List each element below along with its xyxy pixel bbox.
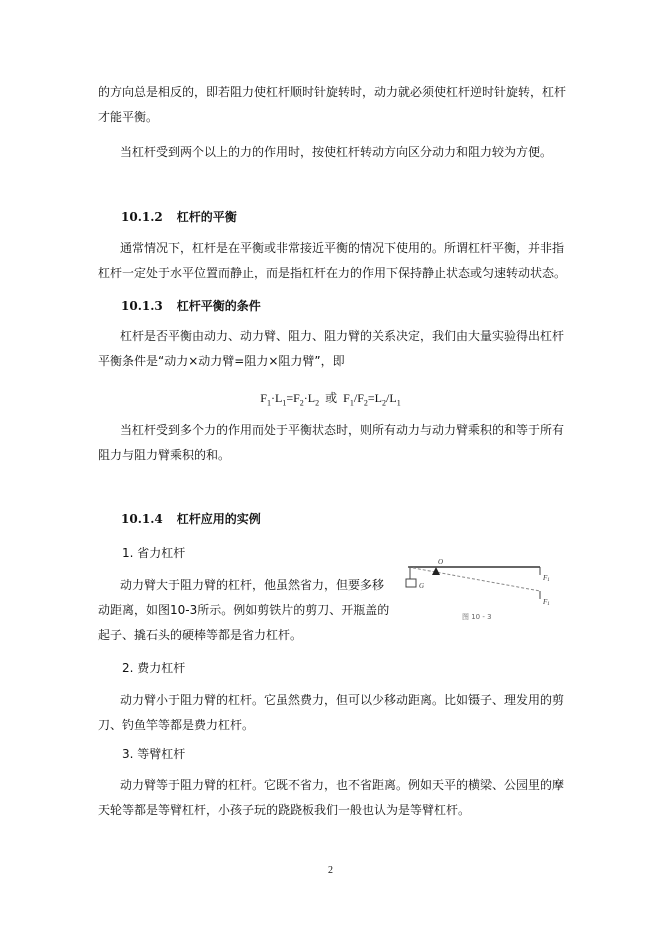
section-number: 10.1.4 <box>121 512 163 526</box>
subheading-labor-saving-lever: 1. 省力杠杆 <box>122 546 186 560</box>
paragraph-balance: 通常情况下，杠杆是在平衡或非常接近平衡的情况下使用的。所谓杠杆平衡，并非指杠杆一定处于水平位置而静止，而是指杠杆在力的作用下保持静止状态或匀速转动状态。 <box>98 241 567 280</box>
lever-balance-formula: $F_1\cdot L_1=F_2\cdot L_2$ 或 $F_1/F_2=L_2/L_1$ <box>260 391 401 408</box>
paragraph-continuation: 的方向总是相反的，即若阻力使杠杆顺时针旋转时，动力就必须使杠杆逆时针旋转，杠杆才能平衡。 <box>98 85 567 124</box>
section-heading-10-1-4 <box>121 510 275 527</box>
weight-block <box>406 579 416 587</box>
label-g: G <box>419 582 425 590</box>
section-title: 杠杆平衡的条件 <box>176 299 261 313</box>
section-title: 杠杆的平衡 <box>176 210 237 224</box>
subheading-effort-lever: 2. 费力杠杆 <box>122 661 186 675</box>
label-f1: F1 <box>543 574 550 583</box>
paragraph-equal-arm-lever: 动力臂等于阻力臂的杠杆。它既不省力，也不省距离。例如天平的横梁、公园里的摩天轮等都是等臂杠杆，小孩子玩的跷跷板我们一般也认为是等臂杠杆。 <box>98 778 565 817</box>
section-heading-10-1-2 <box>121 208 251 225</box>
section-title: 杠杆应用的实例 <box>176 512 261 526</box>
paragraph-multiple-forces: 当杠杆受到多个力的作用而处于平衡状态时，则所有动力与动力臂乘积的和等于所有阻力与阻力臂乘积的和。 <box>98 423 565 462</box>
subheading-equal-arm-lever: 3. 等臂杠杆 <box>122 747 186 761</box>
page-number: 2 <box>328 865 333 876</box>
paragraph-labor-saving-lever: 动力臂大于阻力臂的杠杆，他虽然省力，但要多移动距离，如图10-3所示。例如剪铁片的剪刀、开瓶盖的起子、撬石头的硬棒等都是省力杠杆。 <box>98 578 390 642</box>
section-heading-10-1-3 <box>121 297 275 314</box>
section-number: 10.1.2 <box>121 210 163 224</box>
figure-caption: 图 10 - 3 <box>462 613 492 621</box>
paragraph-balance-condition: 杠杆是否平衡由动力、动力臂、阻力、阻力臂的关系决定，我们由大量实验得出杠杆平衡条件是“动力×动力臂=阻力×阻力臂”，即 <box>98 329 565 368</box>
paragraph-force-direction: 当杠杆受到两个以上的力的作用时，按使杠杆转动方向区分动力和阻力较为方便。 <box>120 145 553 159</box>
label-f2: F1 <box>543 598 550 607</box>
section-number: 10.1.3 <box>121 299 163 313</box>
label-o: O <box>438 558 444 566</box>
paragraph-effort-lever: 动力臂小于阻力臂的杠杆。它虽然费力，但可以少移动距离。比如镊子、理发用的剪刀、钓鱼竿等都是费力杠杆。 <box>98 693 565 732</box>
lever-figure-10-3 <box>400 553 563 628</box>
